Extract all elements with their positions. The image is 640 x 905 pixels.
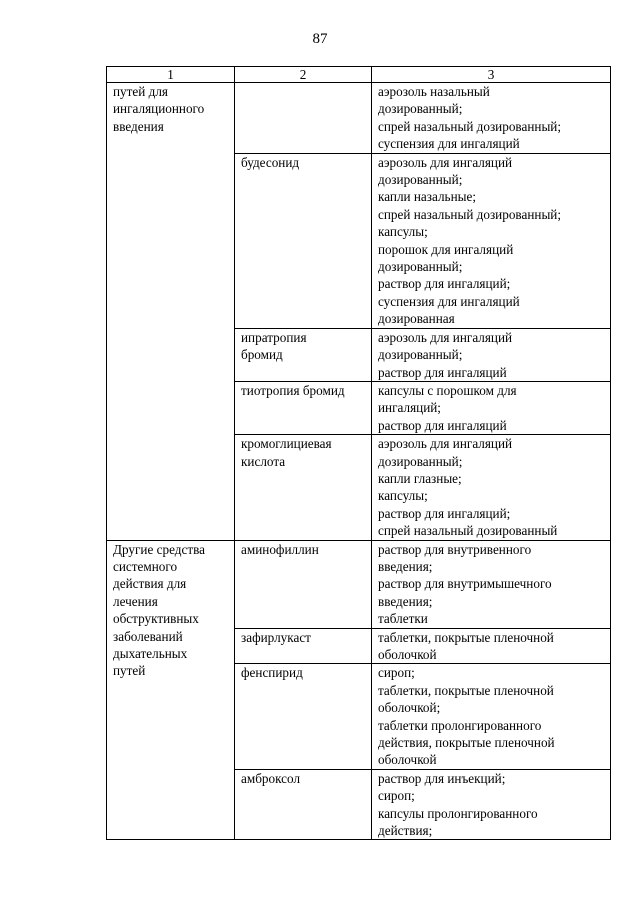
dosage-forms-cell-line: раствор для ингаляций xyxy=(378,417,507,433)
dosage-forms-cell-line: оболочкой; xyxy=(378,700,441,716)
table-row xyxy=(107,540,611,628)
group-cell xyxy=(107,83,235,541)
drug-name-cell xyxy=(235,435,372,540)
group-cell-line: путей xyxy=(113,663,146,679)
dosage-forms-cell-line: аэрозоль для ингаляций xyxy=(378,436,513,452)
dosage-forms-cell xyxy=(372,435,611,540)
drug-name-cell xyxy=(235,381,372,434)
dosage-forms-cell xyxy=(372,664,611,769)
drug-name-cell-line: будесонид xyxy=(241,154,300,170)
group-cell xyxy=(107,540,235,840)
group-cell-line: ингаляционного xyxy=(113,101,205,117)
dosage-forms-cell xyxy=(372,153,611,328)
dosage-forms-cell xyxy=(372,381,611,434)
dosage-forms-cell-line: ингаляций; xyxy=(378,400,441,416)
dosage-forms-cell-line: оболочкой xyxy=(378,647,437,662)
drug-name-cell xyxy=(235,540,372,628)
drug-name-cell xyxy=(235,153,372,328)
table-body xyxy=(107,83,611,840)
dosage-forms-cell-line: порошок для ингаляций xyxy=(378,241,514,257)
dosage-forms-cell-line: действия; xyxy=(378,823,433,839)
dosage-forms-cell-line: суспензия для ингаляций xyxy=(378,136,520,152)
dosage-forms-cell-line: сироп; xyxy=(378,665,415,681)
page-number: 87 xyxy=(312,31,328,47)
dosage-forms-cell-line: раствор для ингаляций; xyxy=(378,276,511,292)
dosage-forms-cell xyxy=(372,83,611,154)
dosage-forms-cell xyxy=(372,328,611,381)
dosage-forms-cell-line: спрей назальный дозированный; xyxy=(378,118,562,134)
dosage-forms-cell-line: дозированный; xyxy=(378,259,463,275)
dosage-forms-cell-line: дозированный; xyxy=(378,172,463,188)
group-cell-line: дыхательных xyxy=(113,646,188,661)
dosage-forms-cell-line: введения; xyxy=(378,593,433,609)
group-cell-line: лечения xyxy=(113,593,158,609)
column-header-3: 3 xyxy=(372,67,611,83)
dosage-forms-cell-line: таблетки, покрытые пленочной xyxy=(378,682,554,698)
dosage-forms-cell-line: суспензия для ингаляций xyxy=(378,293,520,309)
dosage-forms-cell-line: аэрозоль назальный xyxy=(378,84,490,99)
dosage-forms-cell-line: раствор для ингаляций; xyxy=(378,505,511,521)
dosage-forms-cell-line: капли назальные; xyxy=(378,189,476,205)
dosage-forms-cell-line: сироп; xyxy=(378,788,415,804)
dosage-forms-cell xyxy=(372,540,611,628)
group-cell-line: путей для xyxy=(113,84,168,99)
drug-name-cell xyxy=(235,328,372,381)
group-cell-line: системного xyxy=(113,558,178,574)
drug-name-cell xyxy=(235,83,372,154)
dosage-forms-cell-line: аэрозоль для ингаляций xyxy=(378,154,513,170)
drug-name-cell-line: зафирлукаст xyxy=(241,629,311,645)
dosage-forms-cell-line: введения; xyxy=(378,558,433,574)
dosage-forms-cell-line: капсулы с порошком для xyxy=(378,382,517,398)
drug-name-cell-line: кромоглициевая xyxy=(241,436,332,452)
dosage-forms-cell-line: капсулы; xyxy=(378,224,428,240)
dosage-forms-cell-line: спрей назальный дозированный; xyxy=(378,206,562,222)
drug-name-cell-line: кислота xyxy=(241,453,286,469)
dosage-forms-cell-line: таблетки xyxy=(378,611,428,627)
drug-name-cell xyxy=(235,769,372,840)
dosage-forms-cell-line: дозированная xyxy=(378,311,455,327)
dosage-forms-cell-line: раствор для внутримышечного xyxy=(378,576,552,592)
group-cell-line: действия для xyxy=(113,576,187,592)
group-cell-line: Другие средства xyxy=(113,541,205,557)
drug-name-cell xyxy=(235,628,372,664)
drug-name-cell-line: бромид xyxy=(241,347,283,363)
dosage-forms-cell-line: капли глазные; xyxy=(378,470,462,486)
dosage-forms-cell-line: дозированный; xyxy=(378,347,463,363)
dosage-forms-cell-line: раствор для внутривенного xyxy=(378,541,532,557)
dosage-forms-cell-line: таблетки, покрытые пленочной xyxy=(378,629,554,645)
group-cell-line: введения xyxy=(113,118,164,134)
dosage-forms-cell-line: оболочкой xyxy=(378,752,437,768)
drug-name-cell-line: аминофиллин xyxy=(241,541,319,557)
drug-name-cell-line: фенспирид xyxy=(241,665,303,681)
dosage-forms-cell-line: аэрозоль для ингаляций xyxy=(378,329,513,345)
header-row xyxy=(107,67,611,83)
column-header-2: 2 xyxy=(235,67,372,83)
dosage-forms-cell-line: капсулы; xyxy=(378,488,428,504)
table-row xyxy=(107,83,611,154)
drug-name-cell-line: ипратропия xyxy=(241,329,307,345)
dosage-forms-cell xyxy=(372,628,611,664)
dosage-forms-cell-line: дозированный; xyxy=(378,101,463,117)
dosage-forms-cell-line: дозированный; xyxy=(378,453,463,469)
dosage-forms-cell-line: таблетки пролонгированного xyxy=(378,717,542,733)
drug-name-cell xyxy=(235,664,372,769)
drug-name-cell-line: тиотропия бромид xyxy=(241,382,345,398)
dosage-forms-cell-line: капсулы пролонгированного xyxy=(378,805,538,821)
dosage-forms-cell-line: раствор для ингаляций xyxy=(378,364,507,380)
drug-name-cell-line: амброксол xyxy=(241,770,301,786)
group-cell-line: обструктивных xyxy=(113,611,199,627)
group-cell-line: заболеваний xyxy=(113,628,183,644)
dosage-forms-cell-line: действия, покрытые пленочной xyxy=(378,735,555,751)
dosage-forms-cell xyxy=(372,769,611,840)
drug-forms-table xyxy=(106,66,611,840)
column-header-1: 1 xyxy=(107,67,235,83)
dosage-forms-cell-line: раствор для инъекций; xyxy=(378,770,506,786)
dosage-forms-cell-line: спрей назальный дозированный xyxy=(378,523,558,539)
